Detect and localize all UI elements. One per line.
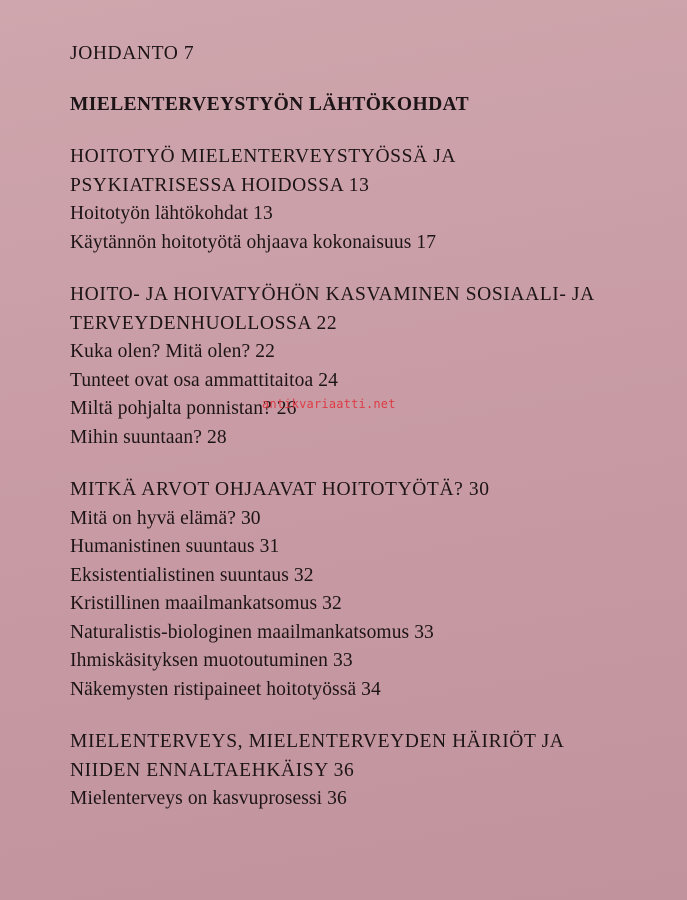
toc-intro-entry: JOHDANTO 7 (70, 43, 195, 64)
chapter-3 (70, 476, 670, 704)
toc-item: Hoitotyön lähtökohdat 13 (70, 203, 273, 224)
chapter-2-title-line-2: TERVEYDENHUOLLOSSA 22 (70, 312, 338, 334)
toc-item: Tunteet ovat osa ammattitaitoa 24 (70, 369, 338, 391)
chapter-1 (70, 143, 670, 257)
toc-item: Näkemysten ristipaineet hoitotyössä 34 (70, 678, 381, 700)
part-title: MIELENTERVEYSTYÖN LÄHTÖKOHDAT (70, 93, 469, 115)
toc-item: Mielenterveys on kasvuprosessi 36 (70, 788, 347, 809)
toc-item: Kuka olen? Mitä olen? 22 (70, 341, 275, 362)
toc-item: Eksistentialistinen suuntaus 32 (70, 564, 314, 586)
toc-item: Mihin suuntaan? 28 (70, 426, 227, 448)
chapter-1-title-line-2: PSYKIATRISESSA HOIDOSSA 13 (70, 174, 370, 196)
table-of-contents (70, 40, 670, 814)
toc-item: Käytännön hoitotyötä ohjaava kokonaisuus 17 (70, 231, 437, 253)
toc-item: Mitä on hyvä elämä? 30 (70, 507, 261, 529)
chapter-1-title-line-1: HOITOTYÖ MIELENTERVEYSTYÖSSÄ JA (70, 146, 457, 167)
chapter-3-title: MITKÄ ARVOT OHJAAVAT HOITOTYÖTÄ? 30 (70, 479, 490, 500)
toc-item: Humanistinen suuntaus 31 (70, 536, 280, 557)
toc-item: Naturalistis-biologinen maailmankatsomus 33 (70, 621, 434, 643)
toc-item: Ihmiskäsityksen muotoutuminen 33 (70, 650, 353, 671)
chapter-2 (70, 281, 670, 452)
chapter-4-title-line-1: MIELENTERVEYS, MIELENTERVEYDEN HÄIRIÖT JA (70, 731, 565, 752)
chapter-4-title-line-2: NIIDEN ENNALTAEHKÄISY 36 (70, 759, 355, 781)
chapter-2-title-line-1: HOITO- JA HOIVATYÖHÖN KASVAMINEN SOSIAALI- JA (70, 284, 595, 305)
toc-item: Kristillinen maailmankatsomus 32 (70, 593, 342, 614)
chapter-4 (70, 728, 670, 814)
toc-item: Miltä pohjalta ponnistan? 26 (70, 398, 297, 419)
watermark-text: antikvariaatti.net (262, 397, 396, 411)
